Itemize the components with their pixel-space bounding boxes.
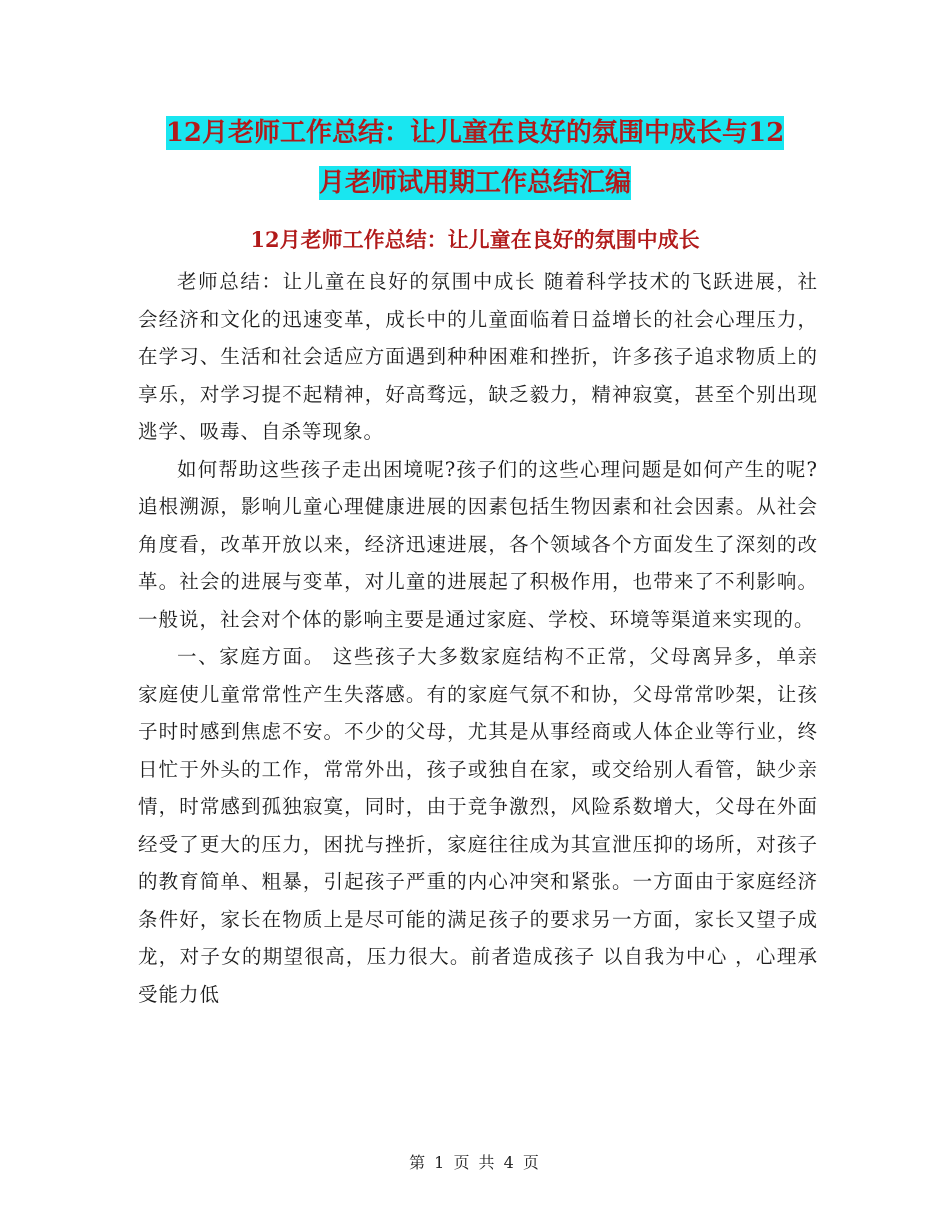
title-line-2: 月老师试用期工作总结汇编 — [318, 168, 631, 198]
section-title: 12月老师工作总结：让儿童在良好的氛围中成长 — [250, 227, 700, 252]
paragraph-3: 一、家庭方面。 这些孩子大多数家庭结构不正常，父母离异多，单亲家庭使儿童常常性产生失落感。有的家庭气氛不和协，父母常常吵架，让孩子时时感到焦虑不安。不少的父母，尤其是从事经商或人体企业等行业，终日忙于外头的工作，常常外出，孩子或独自在家，或交给别人看管，缺少亲情，时常感到孤独寂寞，同时，由于竞争激烈，风险系数增大，父母在外面经受了更大的压力，困扰与挫折，家庭往往成为其宣泄压抑的场所，对孩子的教育简单、粗暴，引起孩子严重的内心冲突和紧张。一方面由于家庭经济条件好，家长在物质上是尽可能的满足孩子的要求另一方面，家长又望子成龙，对子女的期望很高，压力很大。前者造成孩子 以自我为中心 ，心理承受能力低 — [138, 645, 818, 1006]
paragraph-2: 如何帮助这些孩子走出困境呢?孩子们的这些心理问题是如何产生的呢? 追根溯源，影响儿童心理健康进展的因素包括生物因素和社会因素。从社会角度看，改革开放以来，经济迅速进展，各个领域各个方面发生了深刻的改革。社会的进展与变革，对儿童的进展起了积极作用，也带来了不利影响。一般说，社会对个体的影响主要是通过家庭、学校、环境等渠道来实现的。 — [138, 457, 818, 631]
page-footer: 第 1 页 共 4 页 — [409, 1153, 541, 1172]
document-title — [0, 108, 950, 208]
document-body — [138, 263, 818, 1013]
paragraph-1: 老师总结：让儿童在良好的氛围中成长 随着科学技术的飞跃进展，社会经济和文化的迅速变革，成长中的儿童面临着日益增长的社会心理压力，在学习、生活和社会适应方面遇到种种困难和挫折，许多孩子追求物质上的享乐，对学习提不起精神，好高骛远，缺乏毅力，精神寂寞，甚至个别出现逃学、吸毒、自杀等现象。 — [138, 270, 818, 443]
title-line-1: 12月老师工作总结：让儿童在良好的氛围中成长与12 — [165, 118, 785, 148]
